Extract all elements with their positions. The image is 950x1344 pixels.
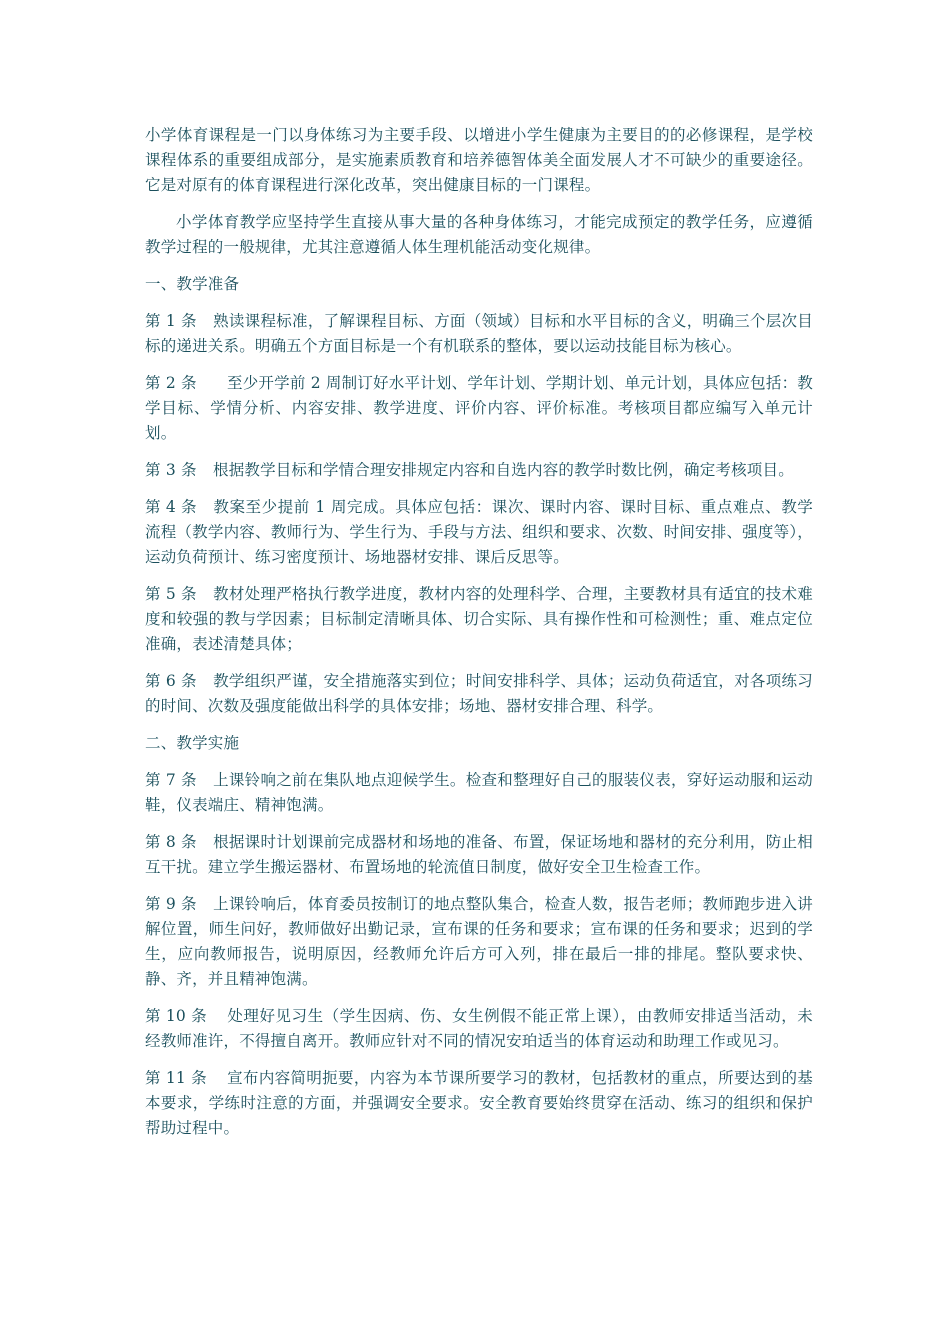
article-3 bbox=[145, 458, 813, 483]
article-9 bbox=[145, 892, 813, 992]
article-text: 教案至少提前 1 周完成。具体应包括：课次、课时内容、课时目标、重点难点、教学流程（教学内容、教师行为、学生行为、手段与方法、组织和要求、次数、时间安排、强度等），运动负荷预计、练习密度预计、场地器材安排、课后反思等。 bbox=[145, 498, 813, 566]
article-6 bbox=[145, 669, 813, 719]
article-text: 教学组织严谨，安全措施落实到位；时间安排科学、具体；运动负荷适宜，对各项练习的时间、次数及强度能做出科学的具体安排；场地、器材安排合理、科学。 bbox=[145, 672, 813, 715]
article-number: 第 7 条 bbox=[145, 771, 197, 789]
article-text: 至少开学前 2 周制订好水平计划、学年计划、学期计划、单元计划，具体应包括：教学目标、学情分析、内容安排、教学进度、评价内容、评价标准。考核项目都应编写入单元计划。 bbox=[145, 374, 813, 442]
document-body bbox=[145, 123, 813, 1153]
article-text: 处理好见习生（学生因病、伤、女生例假不能正常上课），由教师安排适当活动，未经教师准许，不得擅自离开。教师应针对不同的情况安珀适当的体育运动和助理工作或见习。 bbox=[145, 1007, 813, 1050]
section-heading-preparation: 一、教学准备 bbox=[145, 275, 240, 293]
article-number: 第 11 条 bbox=[145, 1069, 207, 1087]
article-7 bbox=[145, 768, 813, 818]
article-5 bbox=[145, 582, 813, 657]
intro-paragraph-2: 小学体育教学应坚持学生直接从事大量的各种身体练习，才能完成预定的教学任务，应遵循教学过程的一般规律，尤其注意遵循人体生理机能活动变化规律。 bbox=[145, 213, 813, 256]
article-10 bbox=[145, 1004, 813, 1054]
article-11 bbox=[145, 1066, 813, 1141]
article-number: 第 1 条 bbox=[145, 312, 197, 330]
intro-paragraph-1: 小学体育课程是一门以身体练习为主要手段、以增进小学生健康为主要目的的必修课程，是学校课程体系的重要组成部分，是实施素质教育和培养德智体美全面发展人才不可缺少的重要途径。它是对原有的体育课程进行深化改革，突出健康目标的一门课程。 bbox=[145, 126, 813, 194]
article-text: 宣布内容简明扼要，内容为本节课所要学习的教材，包括教材的重点，所要达到的基本要求，学练时注意的方面，并强调安全要求。安全教育要始终贯穿在活动、练习的组织和保护帮助过程中。 bbox=[145, 1069, 813, 1137]
article-number: 第 9 条 bbox=[145, 895, 197, 913]
article-text: 教材处理严格执行教学进度，教材内容的处理科学、合理，主要教材具有适宜的技术难度和较强的教与学因素；目标制定清晰具体、切合实际、具有操作性和可检测性；重、难点定位准确，表述清楚具体； bbox=[145, 585, 813, 653]
article-number: 第 4 条 bbox=[145, 498, 197, 516]
article-4 bbox=[145, 495, 813, 570]
article-text: 熟读课程标准，了解课程目标、方面（领域）目标和水平目标的含义，明确三个层次目标的递进关系。明确五个方面目标是一个有机联系的整体，要以运动技能目标为核心。 bbox=[145, 312, 813, 355]
section-heading-implementation: 二、教学实施 bbox=[145, 734, 240, 752]
article-1 bbox=[145, 309, 813, 359]
article-number: 第 8 条 bbox=[145, 833, 197, 851]
article-text: 根据课时计划课前完成器材和场地的准备、布置，保证场地和器材的充分利用，防止相互干扰。建立学生搬运器材、布置场地的轮流值日制度，做好安全卫生检查工作。 bbox=[145, 833, 813, 876]
article-number: 第 2 条 bbox=[145, 374, 197, 392]
article-number: 第 6 条 bbox=[145, 672, 197, 690]
article-number: 第 5 条 bbox=[145, 585, 197, 603]
article-text: 上课铃响之前在集队地点迎候学生。检查和整理好自己的服装仪表，穿好运动服和运动鞋，仪表端庄、精神饱满。 bbox=[145, 771, 813, 814]
article-number: 第 3 条 bbox=[145, 461, 197, 479]
article-2 bbox=[145, 371, 813, 446]
article-text: 上课铃响后，体育委员按制订的地点整队集合，检查人数，报告老师；教师跑步进入讲解位置，师生问好，教师做好出勤记录，宣布课的任务和要求；宣布课的任务和要求；迟到的学生，应向教师报告，说明原因，经教师允许后方可入列，排在最后一排的排尾。整队要求快、静、齐，并且精神饱满。 bbox=[145, 895, 813, 988]
article-number: 第 10 条 bbox=[145, 1007, 207, 1025]
article-8 bbox=[145, 830, 813, 880]
article-text: 根据教学目标和学情合理安排规定内容和自选内容的教学时数比例，确定考核项目。 bbox=[213, 461, 794, 479]
